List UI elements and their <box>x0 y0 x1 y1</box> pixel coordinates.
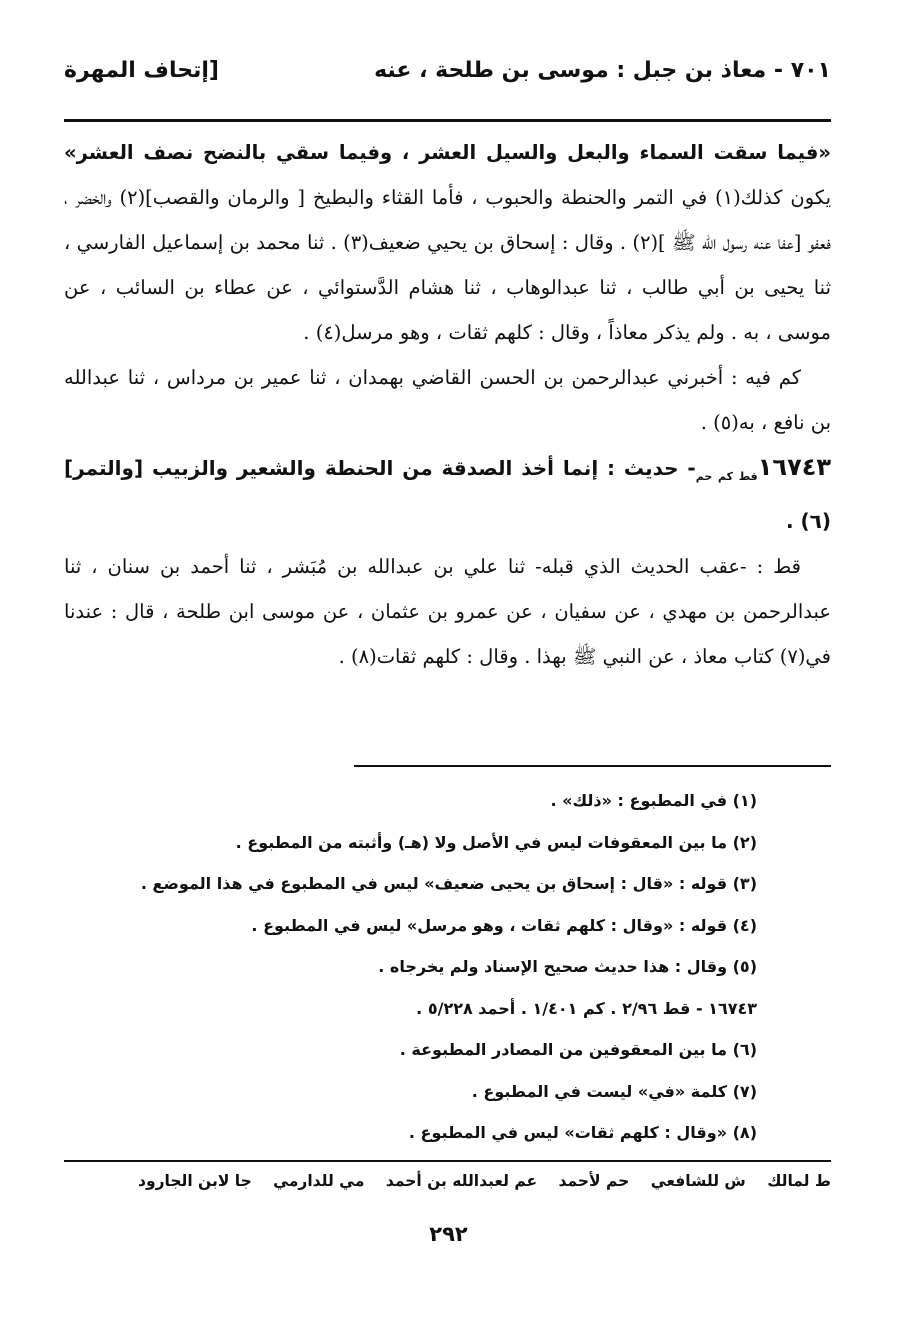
hadith-sigla: قط كم حم <box>695 470 758 483</box>
paragraph-2: كم فيه : أخبرني عبدالرحمن بن الحسن القاضي بهمدان ، ثنا عمير بن مرداس ، ثنا عبدالله بن نافع ، به(٥) . <box>64 366 831 434</box>
footnote-2: (٢) ما بين المعقوفات ليس في الأصل ولا (هـ) وأثبته من المطبوع . <box>235 832 757 852</box>
legend-item: عم لعبدالله بن أحمد <box>385 1172 538 1190</box>
footnote-8: (٨) «وقال : كلهم ثقات» ليس في المطبوع . <box>408 1123 757 1142</box>
hadith-number: ١٦٧٤٣ <box>757 453 832 481</box>
legend-item: جا لابن الجارود <box>138 1172 252 1190</box>
running-title: ٧٠١ - معاذ بن جبل : موسى بن طلحة ، عنه <box>374 58 831 83</box>
book-title: [إتحاف المهرة <box>64 58 219 83</box>
paragraph-1 <box>64 130 831 355</box>
footnote-4: (٤) قوله : «وقال : كلهم ثقات ، وهو مرسل» ليس في المطبوع . <box>251 915 757 935</box>
footnote-7: (٧) كلمة «في» ليست في المطبوع . <box>471 1081 757 1101</box>
footnote-3: (٣) قوله : «قال : إسحاق بن يحيى ضعيف» ليس في المطبوع في هذا الموضع . <box>140 874 757 893</box>
legend-item: ط لمالك <box>767 1172 831 1190</box>
hadith-heading <box>64 445 831 544</box>
footnotes <box>60 780 757 1154</box>
quoted-hadith-text: «فيما سقت السماء والبعل والسيل العشر ، وفيما سقي بالنضح نصف العشر» <box>64 141 831 164</box>
source-reference: ١٦٧٤٣ - قط ٢/٩٦ . كم ١/٤٠١ . أحمد ٥/٢٢٨ . <box>416 998 757 1018</box>
legend-rule <box>64 1160 831 1162</box>
header-rule <box>64 119 831 122</box>
paragraph-1-rest: يكون كذلك(١) في التمر والحنطة والحبوب ، فأما القثاء والبطيخ [ والرمان والقصب](٢) والخضر ، فعفو [عفا عنه رسول الله ﷺ ](٢) . وقال : إسحاق بن يحيي ضعيف(٣) . ثنا محمد بن إسماعيل الفارسي ، ثنا يحيى بن أبي طالب ، ثنا عبدالوهاب ، ثنا هشام الدَّستوائي ، عن عطاء بن السائب ، عن موسى ، به . ولم يذكر معاذاً ، وقال : كلهم ثقات ، وهو مرسل(٤) . <box>64 186 831 344</box>
legend-item: ش للشافعي <box>650 1172 746 1190</box>
footnote-5: (٥) وقال : هذا حديث صحيح الإسناد ولم يخرجاه . <box>378 957 757 976</box>
abbreviation-legend <box>64 1172 831 1190</box>
main-text <box>64 130 831 679</box>
hadith-title: - حديث : إنما أخذ الصدقة من الحنطة والشعير والزبيب [والتمر](٦) . <box>64 456 831 533</box>
footnote-1: (١) في المطبوع : «ذلك» . <box>550 791 757 810</box>
page-header <box>64 58 831 108</box>
footnote-6: (٦) ما بين المعقوفين من المصادر المطبوعة . <box>399 1040 757 1059</box>
page-number: ٢٩٢ <box>429 1222 468 1246</box>
footnote-separator <box>354 765 831 767</box>
legend-item: حم لأحمد <box>558 1172 630 1190</box>
paragraph-3: قط : -عقب الحديث الذي قبله- ثنا علي بن عبدالله بن مُبَشر ، ثنا أحمد بن سنان ، ثنا عبدالرحمن بن مهدي ، عن سفيان ، عن عمرو بن عثمان ، عن موسى ابن طلحة ، قال : عندنا في(٧) كتاب معاذ ، عن النبي ﷺ بهذا . وقال : كلهم ثقات(٨) . <box>64 555 831 668</box>
legend-item: مي للدارمي <box>273 1172 365 1190</box>
